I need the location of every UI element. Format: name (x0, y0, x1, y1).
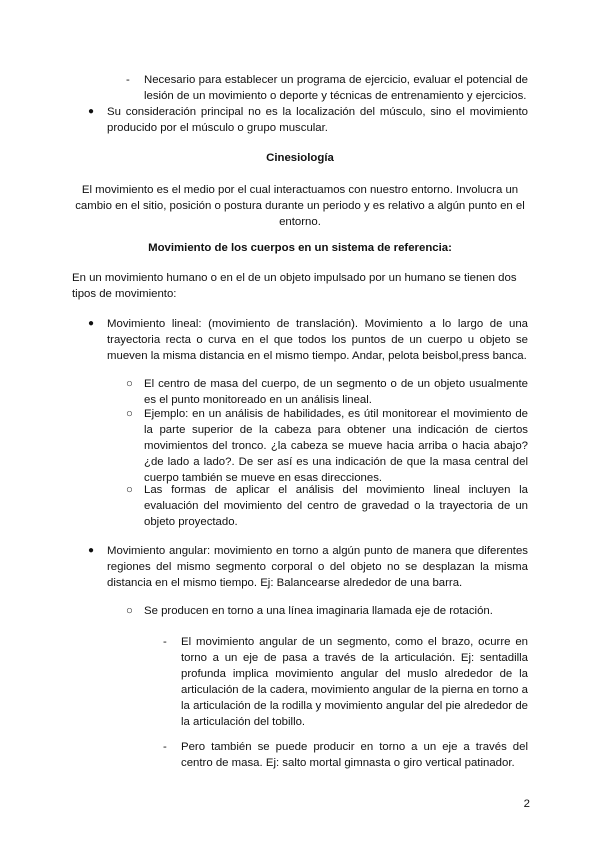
linear-subitem-3: Las formas de aplicar el análisis del movimiento lineal incluyen la evaluación del movimiento del centro de gravedad o la trayectoria de un objeto proyectado. (144, 484, 528, 528)
top-dash-item: Necesario para establecer un programa de ejercicio, evaluar el potencial de lesión de un movimiento o deporte y técnicas de entrenamiento y ejercicios. (144, 74, 528, 102)
circle-marker: ○ (126, 484, 133, 496)
subsection-title: Movimiento de los cuerpos en un sistema de referencia: (148, 242, 452, 254)
section-intro: El movimiento es el medio por el cual interactuamos con nuestro entorno. Involucra un cambio en el sitio, posición o postura durante un periodo y es relativo a algún punto en el entorno. (75, 184, 525, 228)
page-number: 2 (523, 798, 530, 810)
circle-marker: ○ (126, 605, 133, 617)
bullet-marker: ● (88, 106, 95, 117)
top-bullet-item: Su consideración principal no es la localización del músculo, sino el movimiento producido por el músculo o grupo muscular. (107, 106, 528, 134)
linear-subitem-1: El centro de masa del cuerpo, de un segmento o de un objeto usualmente es el punto monitoreado en un análisis lineal. (144, 378, 528, 406)
subsection-intro: En un movimiento humano o en el de un objeto impulsado por un humano se tienen dos tipos de movimiento: (72, 272, 517, 300)
dash-marker: - (126, 74, 130, 86)
angular-dash-item-1: El movimiento angular de un segmento, como el brazo, ocurre en torno a un eje de pasa a través de la articulación. Ej: sentadilla profunda implica movimiento angular del muslo alrededor de la articulación de la cadera, movimiento angular de la pierna en torno a la articulación de la rodilla y movimiento angular del pie alrededor de la articulación del tobillo. (181, 636, 528, 728)
circle-marker: ○ (126, 408, 133, 420)
dash-marker: - (163, 636, 167, 648)
linear-subitem-2: Ejemplo: en un análisis de habilidades, es útil monitorear el movimiento de la parte superior de la cabeza para obtener una indicación de ciertos movimientos del tronco. ¿la cabeza se mueve hacia arriba o hacia abajo? ¿de lado a lado?. De ser así es una indicación de que la masa central del cuerpo también se mueve en esas direcciones. (144, 408, 528, 484)
linear-movement-item: Movimiento lineal: (movimiento de translación). Movimiento a lo largo de una trayectoria recta o curva en el que todos los puntos de un cuerpo u objeto se mueven la misma distancia en el mismo tiempo. Andar, pelota beisbol,press banca. (107, 318, 528, 362)
dash-marker: - (163, 741, 167, 753)
angular-dash-item-2: Pero también se puede producir en torno a un eje a través del centro de masa. Ej: salto mortal gimnasta o giro vertical patinador. (181, 741, 528, 769)
circle-marker: ○ (126, 378, 133, 390)
angular-movement-item: Movimiento angular: movimiento en torno a algún punto de manera que diferentes regiones del mismo segmento corporal o del objeto no se desplazan la misma distancia en el mismo tiempo. Ej: Balancearse alrededor de una barra. (107, 545, 528, 589)
bullet-marker: ● (88, 318, 95, 329)
section-title: Cinesiología (266, 152, 334, 164)
bullet-marker: ● (88, 545, 95, 556)
angular-subitem: Se producen en torno a una línea imaginaria llamada eje de rotación. (144, 605, 493, 617)
